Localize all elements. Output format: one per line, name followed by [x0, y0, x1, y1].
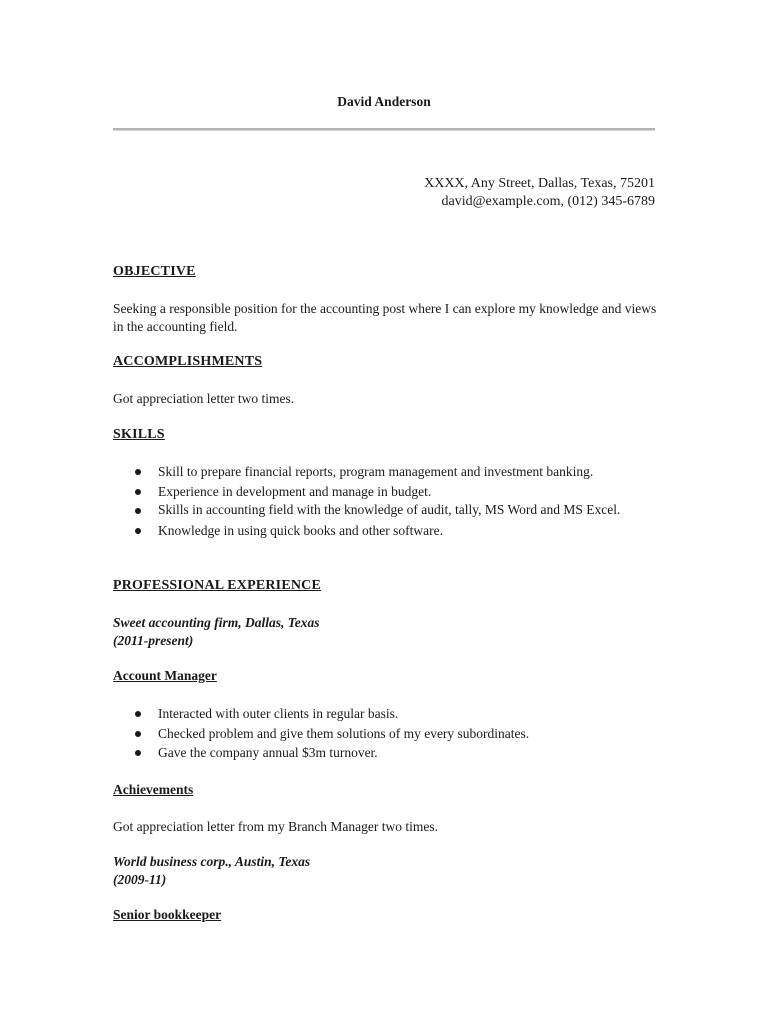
- job-1-achievements-text: Got appreciation letter from my Branch Manager two times.: [113, 819, 439, 834]
- job-1-company: Sweet accounting firm, Dallas, Texas: [113, 615, 320, 630]
- contact-address: XXXX, Any Street, Dallas, Texas, 75201: [424, 176, 655, 191]
- contact-email-phone: david@example.com, (012) 345-6789: [441, 194, 655, 209]
- job-2-title: Senior bookkeeper: [113, 907, 222, 922]
- objective-heading: OBJECTIVE: [113, 264, 196, 279]
- accomplishments-text: Got appreciation letter two times.: [113, 391, 295, 406]
- contact-block: [113, 175, 655, 211]
- objective-text: Seeking a responsible position for the accounting post where I can explore my knowledge and views in the accounting field.: [113, 301, 657, 334]
- job-2-company-block: [113, 853, 658, 889]
- experience-heading: PROFESSIONAL EXPERIENCE: [113, 578, 322, 593]
- bullet-icon: [135, 750, 141, 756]
- job-1-duties-list: [113, 704, 658, 763]
- job-1-achievements-heading: Achievements: [113, 782, 194, 797]
- job-1-title: Account Manager: [113, 668, 217, 683]
- bullet-icon: [135, 731, 141, 737]
- job-2-company: World business corp., Austin, Texas: [113, 854, 311, 869]
- accomplishments-heading: ACCOMPLISHMENTS: [113, 354, 263, 369]
- bullet-icon: [135, 508, 141, 514]
- list-item: Skill to prepare financial reports, program management and investment banking.: [113, 462, 658, 482]
- job-2-period: (2009-11): [113, 872, 167, 887]
- list-item: Checked problem and give them solutions of my every subordinates.: [113, 724, 658, 744]
- list-item: Skills in accounting field with the knowledge of audit, tally, MS Word and MS Excel.: [113, 501, 658, 521]
- skills-heading: SKILLS: [113, 427, 165, 442]
- job-1-period: (2011-present): [113, 633, 194, 648]
- header-divider: [113, 128, 655, 131]
- resume-name: David Anderson: [337, 94, 431, 109]
- bullet-icon: [135, 711, 141, 717]
- list-item: Experience in development and manage in budget.: [113, 482, 658, 502]
- list-item: Gave the company annual $3m turnover.: [113, 743, 658, 763]
- list-item: Interacted with outer clients in regular basis.: [113, 704, 658, 724]
- bullet-icon: [135, 528, 141, 534]
- list-item: Knowledge in using quick books and other software.: [113, 521, 658, 541]
- bullet-icon: [135, 489, 141, 495]
- job-1-company-block: [113, 614, 658, 650]
- bullet-icon: [135, 469, 141, 475]
- skills-list: [113, 462, 658, 541]
